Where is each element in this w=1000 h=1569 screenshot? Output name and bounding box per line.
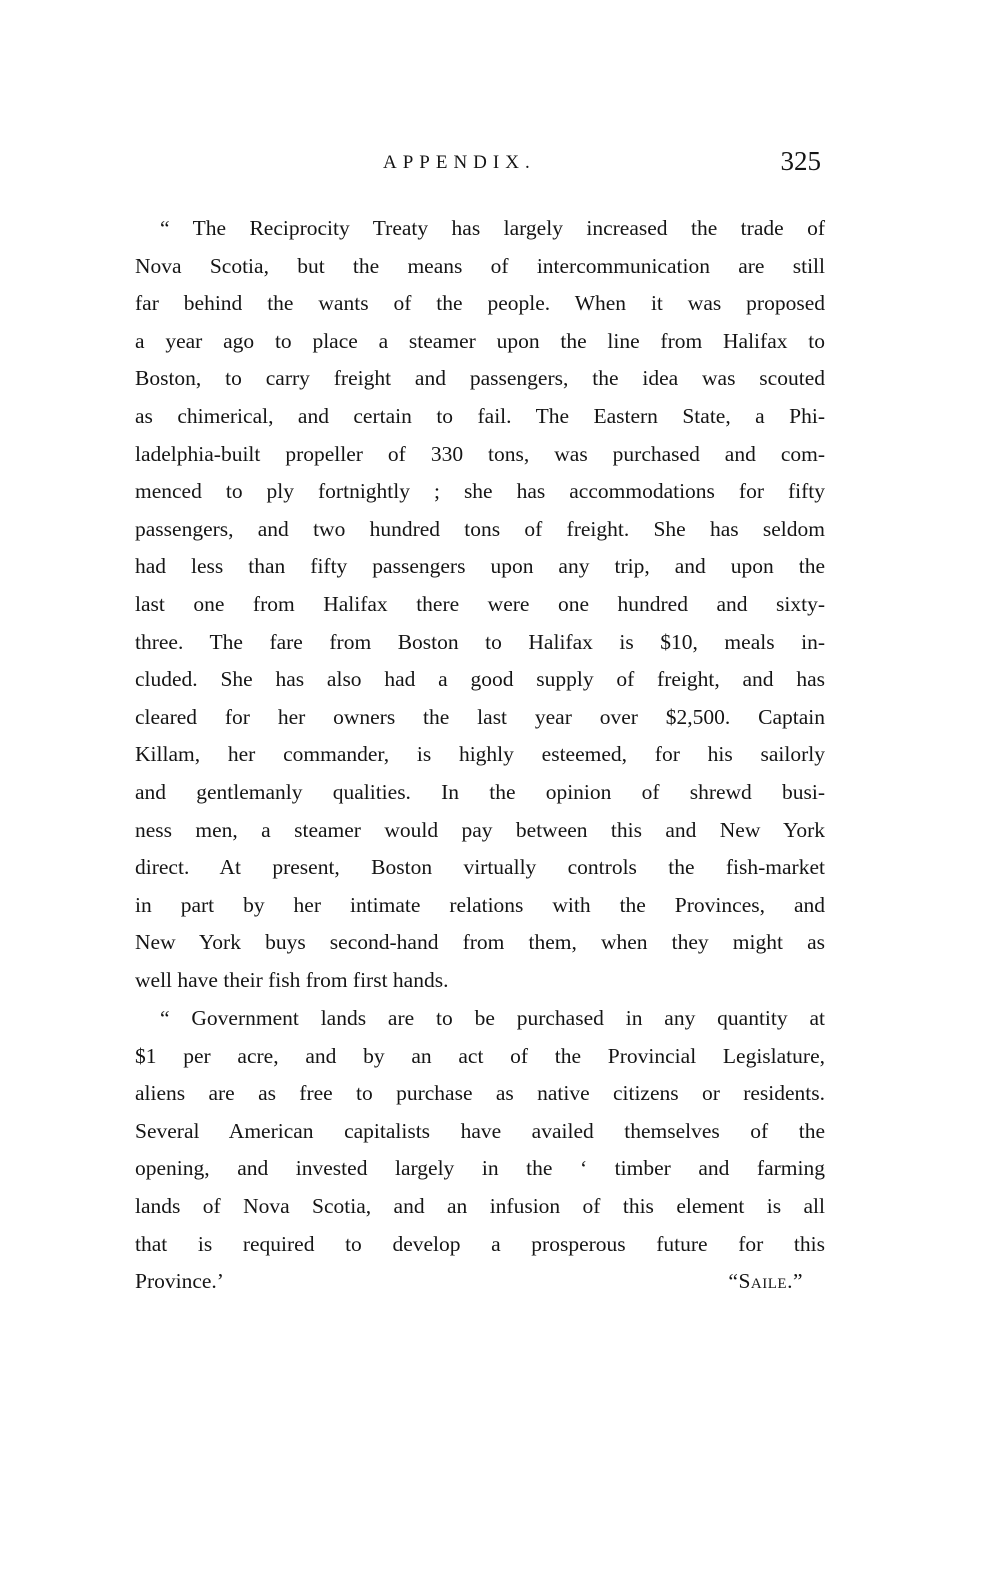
text-line: a year ago to place a steamer upon the line from Halifax to [135, 328, 825, 353]
body-text [135, 210, 825, 1301]
text-line: ness men, a steamer would pay between this and New York [135, 817, 825, 842]
text-line: aliens are as free to purchase as native citizens or residents. [135, 1081, 825, 1106]
text-line: cleared for her owners the last year over $2,500. Captain [135, 704, 825, 729]
paragraph-2 [135, 1000, 825, 1301]
text-line: passengers, and two hundred tons of freight. She has seldom [135, 516, 825, 541]
text-line: cluded. She has also had a good supply of freight, and has [135, 667, 825, 692]
text-line: Several American capitalists have availed themselves of the [135, 1118, 825, 1143]
closing-line [135, 1263, 825, 1301]
text-line: had less than fifty passengers upon any trip, and upon the [135, 554, 825, 579]
text-line: and gentlemanly qualities. In the opinion of shrewd busi- [135, 779, 825, 804]
text-line: Nova Scotia, but the means of intercommunication are still [135, 253, 825, 278]
text-line: direct. At present, Boston virtually controls the fish-market [135, 855, 825, 880]
closing-text: Province.’ [135, 1269, 224, 1294]
text-line: well have their fish from first hands. [135, 967, 449, 992]
running-title: APPENDIX. [383, 152, 536, 173]
text-line: that is required to develop a prosperous future for this [135, 1231, 825, 1256]
text-line: $1 per acre, and by an act of the Provincial Legislature, [135, 1043, 825, 1068]
text-line: menced to ply fortnightly ; she has accommodations for fifty [135, 479, 825, 504]
paragraph-1 [135, 210, 825, 999]
text-line: Boston, to carry freight and passengers, the idea was scouted [135, 366, 825, 391]
text-line: “ Government lands are to be purchased in any quantity at [160, 1005, 825, 1030]
text-line: last one from Halifax there were one hundred and sixty- [135, 591, 825, 616]
text-line: ladelphia-built propeller of 330 tons, was purchased and com- [135, 441, 825, 466]
text-line: three. The fare from Boston to Halifax is $10, meals in- [135, 629, 825, 654]
text-line: far behind the wants of the people. When it was proposed [135, 291, 825, 316]
page-number: 325 [780, 146, 821, 176]
text-line: Killam, her commander, is highly esteemed, for his sailorly [135, 742, 825, 767]
text-line: as chimerical, and certain to fail. The Eastern State, a Phi- [135, 403, 825, 428]
signature: “Saile.” [728, 1269, 803, 1294]
text-line: in part by her intimate relations with the Provinces, and [135, 892, 825, 917]
text-line: opening, and invested largely in the ‘ timber and farming [135, 1156, 825, 1181]
running-head [135, 146, 825, 186]
text-line: lands of Nova Scotia, and an infusion of this element is all [135, 1193, 825, 1218]
text-line: New York buys second-hand from them, when they might as [135, 930, 825, 955]
text-line: “ The Reciprocity Treaty has largely increased the trade of [160, 216, 825, 240]
